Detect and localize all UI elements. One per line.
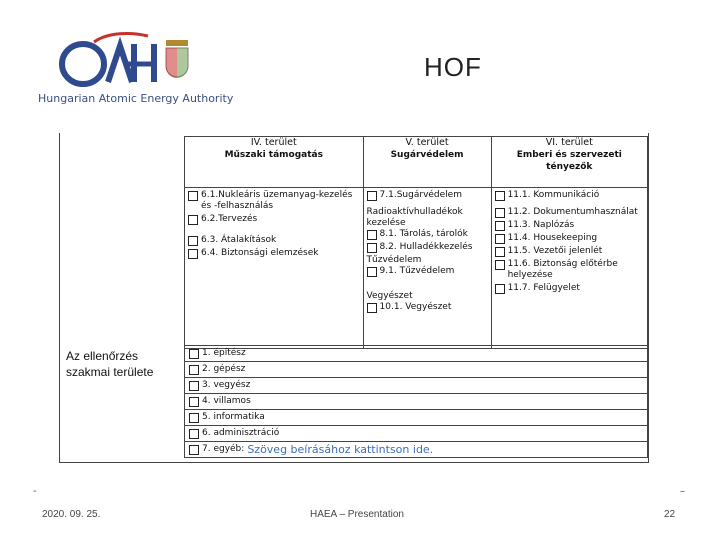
checkbox-item[interactable]: 8.1. Tárolás, tárolók	[367, 229, 488, 240]
area-header-v: V. terület Sugárvédelem	[363, 137, 491, 188]
checkbox-item[interactable]: 7.1.Sugárvédelem	[367, 190, 488, 201]
specialty-row[interactable]: 1. építész	[185, 346, 648, 362]
checkbox[interactable]	[367, 230, 377, 240]
logo-tagline: Hungarian Atomic Energy Authority	[38, 92, 234, 105]
specialty-row[interactable]: 7. egyéb: Szöveg beírásához kattintson ide.	[185, 442, 648, 458]
checkbox[interactable]	[189, 349, 199, 359]
checkbox-item[interactable]: 11.6. Biztonság előtérbe helyezése	[495, 259, 644, 281]
checkbox[interactable]	[189, 413, 199, 423]
checkbox-item[interactable]: 6.1.Nukleáris üzemanyag-kezelés és -felhasználás	[188, 190, 360, 212]
specialty-row[interactable]: 6. adminisztráció	[185, 426, 648, 442]
checkbox[interactable]	[367, 267, 377, 277]
footer-date: 2020. 09. 25.	[42, 509, 101, 520]
checkbox-item[interactable]: 9.1. Tűzvédelem	[367, 266, 488, 277]
checkbox-item[interactable]: 11.3. Naplózás	[495, 220, 644, 231]
hungarian-coat-of-arms-icon	[166, 40, 188, 78]
text-placeholder-field[interactable]: Szöveg beírásához kattintson ide.	[247, 443, 434, 456]
checkbox[interactable]	[367, 243, 377, 253]
group-label: Vegyészet	[366, 291, 413, 301]
form-border-left	[59, 133, 60, 463]
checkbox[interactable]	[495, 208, 505, 218]
checkbox-item[interactable]: 6.2.Tervezés	[188, 214, 360, 225]
inspection-areas-table	[184, 136, 648, 349]
inspection-area-label: Az ellenőrzés szakmai területe	[66, 349, 154, 379]
form-border-bottom	[59, 462, 649, 463]
area-header-iv: IV. terület Műszaki támogatás	[185, 137, 364, 188]
checkbox-item[interactable]: 11.1. Kommunikáció	[495, 190, 644, 201]
checkbox[interactable]	[495, 284, 505, 294]
checkbox[interactable]	[367, 191, 377, 201]
area-column-v	[363, 188, 491, 349]
checkbox[interactable]	[189, 397, 199, 407]
checkbox[interactable]	[188, 236, 198, 246]
specialty-row[interactable]: 3. vegyész	[185, 378, 648, 394]
checkbox[interactable]	[495, 247, 505, 257]
footer-dash-right: –	[680, 486, 685, 497]
checkbox-item[interactable]: 11.4. Housekeeping	[495, 233, 644, 244]
area-column-iv	[185, 188, 364, 349]
slide-title: HOF	[424, 52, 482, 82]
checkbox[interactable]	[188, 249, 198, 259]
checkbox[interactable]	[189, 429, 199, 439]
form-border-right	[648, 133, 649, 463]
group-label: Radioaktívhulladékok kezelése	[366, 207, 463, 228]
checkbox-item[interactable]: 11.5. Vezetői jelenlét	[495, 246, 644, 257]
page-number: 22	[664, 509, 676, 520]
checkbox-item[interactable]: 10.1. Vegyészet	[367, 302, 488, 313]
checkbox[interactable]	[189, 445, 199, 455]
specialty-row[interactable]: 4. villamos	[185, 394, 648, 410]
footer-center: HAEA – Presentation	[310, 509, 404, 520]
checkbox[interactable]	[495, 221, 505, 231]
area-column-vi	[491, 188, 647, 349]
checkbox[interactable]	[189, 365, 199, 375]
footer-dash-left: -	[33, 486, 37, 497]
specialty-table	[184, 345, 648, 458]
specialty-row[interactable]: 5. informatika	[185, 410, 648, 426]
checkbox-item[interactable]: 11.7. Felügyelet	[495, 283, 644, 294]
checkbox[interactable]	[188, 215, 198, 225]
specialty-row[interactable]: 2. gépész	[185, 362, 648, 378]
checkbox-item[interactable]: 6.4. Biztonsági elemzések	[188, 248, 360, 259]
area-header-vi: VI. terület Emberi és szervezeti tényezők	[491, 137, 647, 188]
checkbox[interactable]	[367, 303, 377, 313]
checkbox[interactable]	[495, 191, 505, 201]
checkbox[interactable]	[495, 234, 505, 244]
checkbox[interactable]	[189, 381, 199, 391]
checkbox[interactable]	[188, 191, 198, 201]
checkbox-item[interactable]: 11.2. Dokumentumhasználat	[495, 207, 644, 218]
checkbox-item[interactable]: 6.3. Átalakítások	[188, 235, 360, 246]
checkbox-item[interactable]: 8.2. Hulladékkezelés	[367, 242, 488, 253]
group-label: Tűzvédelem	[366, 255, 422, 265]
checkbox[interactable]	[495, 260, 505, 270]
